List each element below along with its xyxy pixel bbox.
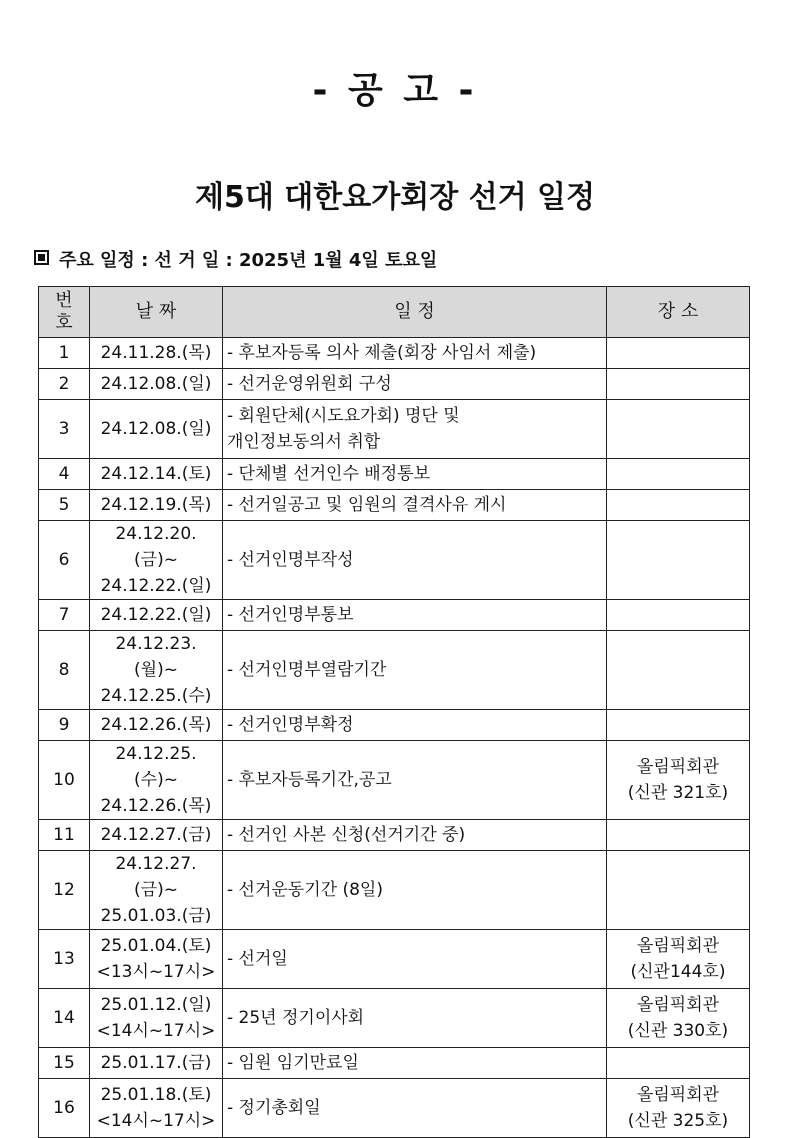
row-date-line: <14시~17시> [96,1021,216,1041]
row-event [223,930,607,989]
row-date-line: <13시~17시> [96,962,216,982]
row-number-line: 1 [58,343,70,363]
row-event [223,631,607,710]
row-date [90,490,223,521]
row-date-line: 24.11.28.(목) [100,343,212,363]
header-number [39,287,90,338]
row-number [39,490,90,521]
square-bullet-icon [34,250,49,265]
row-number-line: 12 [53,880,75,900]
row-event [223,338,607,369]
row-date [90,710,223,741]
row-date-line: 25.01.04.(토) [100,936,212,956]
row-number [39,400,90,459]
row-number-line: 4 [58,464,70,484]
row-place-line: (신관 330호) [627,1021,729,1041]
row-place-line: (신관 325호) [627,1111,729,1131]
row-number [39,1079,90,1138]
row-number-line: 16 [53,1098,75,1118]
table-row [39,338,750,369]
table-row [39,631,750,710]
row-place-line: 올림픽회관 [636,757,720,777]
row-place [607,400,750,459]
row-event [223,741,607,820]
header-place: 장 소 [607,287,750,338]
row-event-line: - 선거인명부확정 [227,715,354,735]
row-number [39,710,90,741]
row-date [90,1048,223,1079]
row-event [223,521,607,600]
row-number-line: 7 [58,605,70,625]
table-row [39,710,750,741]
row-date-line: 24.12.26.(목) [100,796,212,816]
row-number [39,741,90,820]
row-place [607,741,750,820]
row-event-line: - 회원단체(시도요가회) 명단 및 [227,406,460,426]
row-place [607,600,750,631]
table-row [39,851,750,930]
header-number-line1: 번 [55,290,73,311]
row-date-line: 24.12.26.(목) [100,715,212,735]
row-place [607,989,750,1048]
row-event [223,851,607,930]
row-event [223,1079,607,1138]
row-date-line: 24.12.08.(일) [100,419,212,439]
row-event [223,490,607,521]
row-place [607,930,750,989]
row-event [223,369,607,400]
row-event-line: - 선거운영위원회 구성 [227,374,392,394]
row-number-line: 3 [58,419,70,439]
row-number-line: 13 [53,949,75,969]
row-date [90,1079,223,1138]
table-row [39,1048,750,1079]
row-number-line: 15 [53,1053,75,1073]
row-number [39,851,90,930]
row-place [607,820,750,851]
row-place-line: 올림픽회관 [636,936,720,956]
row-event-line: - 정기총회일 [227,1098,321,1118]
row-date-line: 24.12.23.(월)~ [115,634,197,680]
row-place-line: (신관144호) [630,962,726,982]
row-number [39,820,90,851]
row-event-line: - 선거운동기간 (8일) [227,880,383,900]
row-number [39,369,90,400]
row-number [39,600,90,631]
table-row [39,930,750,989]
table-row [39,989,750,1048]
row-date [90,631,223,710]
row-event-line: - 25년 정기이사회 [227,1008,365,1028]
row-date [90,459,223,490]
row-date-line: 24.12.14.(토) [100,464,212,484]
row-number-line: 9 [58,715,70,735]
row-number [39,338,90,369]
row-number-line: 14 [53,1008,75,1028]
row-date [90,741,223,820]
row-event-line: - 선거인명부열람기간 [227,660,387,680]
row-date-line: 24.12.27.(금)~ [115,854,197,900]
row-event [223,989,607,1048]
row-event [223,1048,607,1079]
row-date-line: 25.01.12.(일) [100,995,212,1015]
row-date-line: 24.12.19.(목) [100,495,212,515]
row-number-line: 8 [58,660,70,680]
row-number-line: 6 [58,550,70,570]
table-row [39,600,750,631]
row-event-line: - 선거일공고 및 임원의 결격사유 게시 [227,495,507,515]
row-event-line: - 후보자등록 의사 제출(회장 사임서 제출) [227,343,537,363]
row-number [39,459,90,490]
row-number [39,989,90,1048]
row-number-line: 2 [58,374,70,394]
row-date-line: 24.12.25.(수)~ [115,744,197,790]
row-place [607,521,750,600]
row-date-line: 24.12.20.(금)~ [115,524,197,570]
row-event-line: 개인정보동의서 취합 [227,432,381,452]
row-number [39,631,90,710]
row-date-line: 24.12.08.(일) [100,374,212,394]
row-date [90,400,223,459]
summary-text: 주요 일정 : 선 거 일 : 2025년 1월 4일 토요일 [59,250,438,271]
row-place-line: 올림픽회관 [636,995,720,1015]
row-event [223,400,607,459]
row-number [39,1048,90,1079]
table-row [39,521,750,600]
row-date [90,851,223,930]
row-date [90,369,223,400]
table-header-row [39,287,750,338]
table-row [39,400,750,459]
table-row [39,1079,750,1138]
row-place [607,338,750,369]
row-date-line: 25.01.17.(금) [100,1053,212,1073]
row-date [90,820,223,851]
row-place [607,710,750,741]
notice-header: - 공 고 - [312,70,478,111]
row-event [223,820,607,851]
row-number-line: 10 [53,770,75,790]
row-date-line: 24.12.25.(수) [100,686,212,706]
row-number-line: 5 [58,495,70,515]
row-date-line: 25.01.03.(금) [100,906,212,926]
row-place [607,851,750,930]
row-number [39,930,90,989]
header-number-line2: 호 [55,312,73,333]
table-row [39,820,750,851]
row-date [90,600,223,631]
row-place-line: (신관 321호) [627,783,729,803]
row-date-line: 24.12.27.(금) [100,825,212,845]
row-event-line: - 임원 임기만료일 [227,1053,359,1073]
row-place [607,490,750,521]
row-event [223,459,607,490]
row-number-line: 11 [53,825,75,845]
row-date-line: 24.12.22.(일) [100,605,212,625]
row-date-line: 24.12.22.(일) [100,576,212,596]
row-date [90,930,223,989]
row-event-line: - 선거일 [227,949,288,969]
table-row [39,459,750,490]
schedule-table [38,286,750,1138]
schedule-body [39,338,750,1138]
row-date [90,521,223,600]
table-row [39,741,750,820]
row-event [223,710,607,741]
row-event-line: - 선거인명부작성 [227,550,354,570]
table-row [39,369,750,400]
row-place [607,459,750,490]
header-event: 일 정 [223,287,607,338]
header-date: 날 짜 [90,287,223,338]
table-row [39,490,750,521]
row-event-line: - 선거인명부통보 [227,605,354,625]
row-place [607,1048,750,1079]
summary-line [34,246,437,272]
row-place-line: 올림픽회관 [636,1085,720,1105]
row-event-line: - 후보자등록기간,공고 [227,770,392,790]
row-event-line: - 단체별 선거인수 배정통보 [227,464,430,484]
row-event [223,600,607,631]
row-place [607,631,750,710]
row-number [39,521,90,600]
row-place [607,1079,750,1138]
row-event-line: - 선거인 사본 신청(선거기간 중) [227,825,466,845]
row-date-line: <14시~17시> [96,1111,216,1131]
row-date [90,989,223,1048]
row-place [607,369,750,400]
row-date-line: 25.01.18.(토) [100,1085,212,1105]
row-date [90,338,223,369]
notice-title: 제5대 대한요가회장 선거 일정 [195,180,595,215]
